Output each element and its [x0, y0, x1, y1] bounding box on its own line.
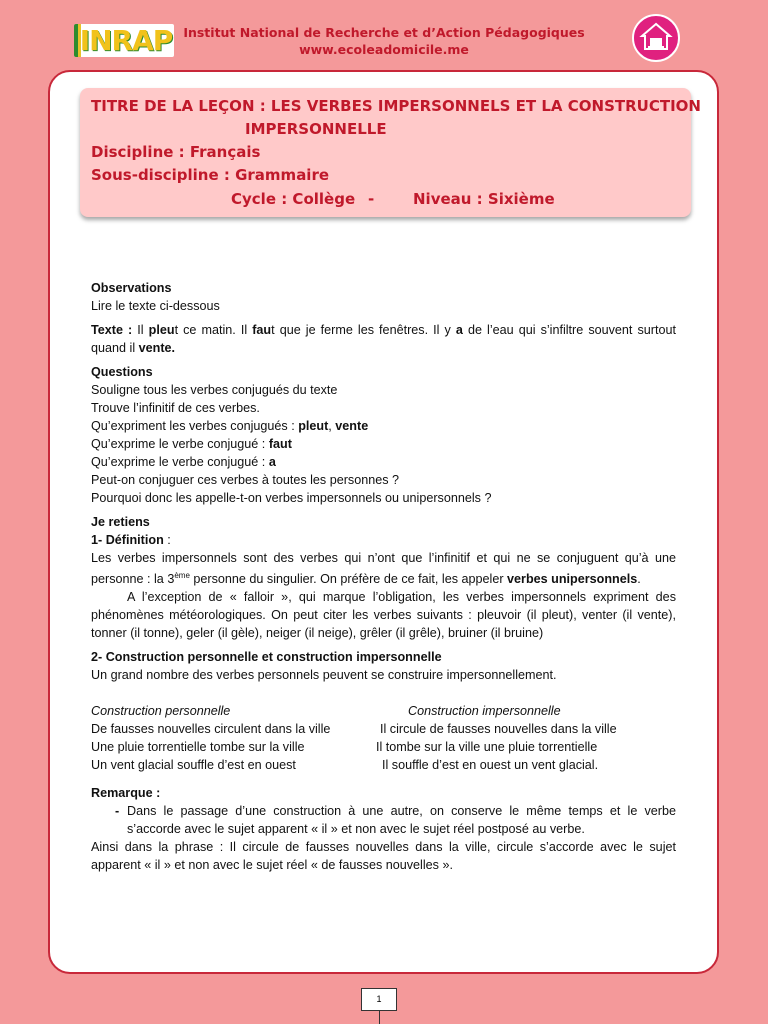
remarque-example: Ainsi dans la phrase : Il circule de fausses nouvelles dans la ville, circule s’accorde avec le sujet apparent « il » et non avec le sujet réel « de fausses nouvelles ». — [91, 840, 676, 873]
question-item: Trouve l’infinitif de ces verbes. — [91, 401, 260, 415]
lesson-title-line1: TITRE DE LA LEÇON : LES VERBES IMPERSONNELS ET LA CONSTRUCTION — [91, 97, 701, 115]
definition-text: Les verbes impersonnels sont des verbes qui n’ont que l’infinitif et qui ne se conjuguent qu’à une personne : la 3ème personne du singulier. On préfère de ce fait, les appeler verbes unipersonnels. — [91, 551, 676, 587]
cycle: Cycle : Collège — [231, 190, 356, 208]
construction-intro: Un grand nombre des verbes personnels peuvent se construire impersonnellement. — [91, 668, 557, 683]
questions-heading: Questions — [91, 365, 153, 379]
website-link[interactable]: www.ecoleadomicile.me — [299, 42, 469, 57]
col-left-heading: Construction personnelle — [91, 704, 231, 719]
home-school-icon — [632, 14, 680, 62]
question-item: Pourquoi donc les appelle-t-on verbes impersonnels ou unipersonnels ? — [91, 491, 492, 505]
question-item: Qu’exprime le verbe conjugué : a — [91, 455, 276, 469]
lesson-content — [91, 279, 676, 874]
question-item: Peut-on conjuguer ces verbes à toutes les personnes ? — [91, 473, 400, 487]
question-item: Souligne tous les verbes conjugués du texte — [91, 383, 338, 397]
remarque-bullet: - Dans le passage d’une construction à une autre, on conserve le même temps et le verbe s’accorde avec le sujet apparent « il » et non avec le sujet réel postposé au verbe. — [115, 804, 676, 837]
page-number-line — [379, 1011, 380, 1024]
niveau: Niveau : Sixième — [413, 190, 555, 208]
construction-header-row — [91, 702, 676, 720]
question-item: Qu’exprime le verbe conjugué : faut — [91, 437, 292, 451]
separator: - — [368, 190, 375, 208]
retiens-heading: Je retiens — [91, 515, 150, 529]
institute-name: Institut National de Recherche et d’Action Pédagogiques — [183, 25, 585, 40]
construction-heading: 2- Construction personnelle et construction impersonnelle — [91, 650, 442, 665]
question-item: Qu’expriment les verbes conjugués : pleut, vente — [91, 419, 369, 433]
sous-discipline: Sous-discipline : Grammaire — [91, 166, 330, 184]
observations-instruction: Lire le texte ci-dessous — [91, 299, 220, 313]
construction-row: De fausses nouvelles circulent dans la ville Il circule de fausses nouvelles dans la ville — [91, 722, 617, 737]
discipline: Discipline : Français — [91, 143, 261, 161]
lesson-title-line2: IMPERSONNELLE — [245, 120, 387, 138]
page-number: 1 — [361, 988, 397, 1011]
observations-heading: Observations — [91, 281, 172, 295]
exception-text: A l’exception de « falloir », qui marque l’obligation, les verbes impersonnels expriment des phénomènes météorologiques. On peut citer les verbes suivants : pleuvoir (il pleut), venter (il vente), tonner (il tonne), geler (il gèle), neiger (il neige), grêler (il grêle), bruiner (il bruine) — [91, 590, 676, 641]
construction-row: Une pluie torrentielle tombe sur la ville Il tombe sur la ville une pluie torrentielle — [91, 740, 598, 755]
observation-text: Texte : Il pleut ce matin. Il faut que je ferme les fenêtres. Il y a de l’eau qui s’infiltre souvent surtout quand il vente. — [91, 323, 676, 355]
construction-row: Un vent glacial souffle d’est en ouest Il souffle d’est en ouest un vent glacial. — [91, 758, 599, 773]
remarque-heading: Remarque : — [91, 786, 161, 801]
col-right-heading: Construction impersonnelle — [408, 704, 561, 719]
definition-heading: 1- Définition : — [91, 533, 171, 547]
inrap-logo: INRAP — [74, 24, 174, 57]
